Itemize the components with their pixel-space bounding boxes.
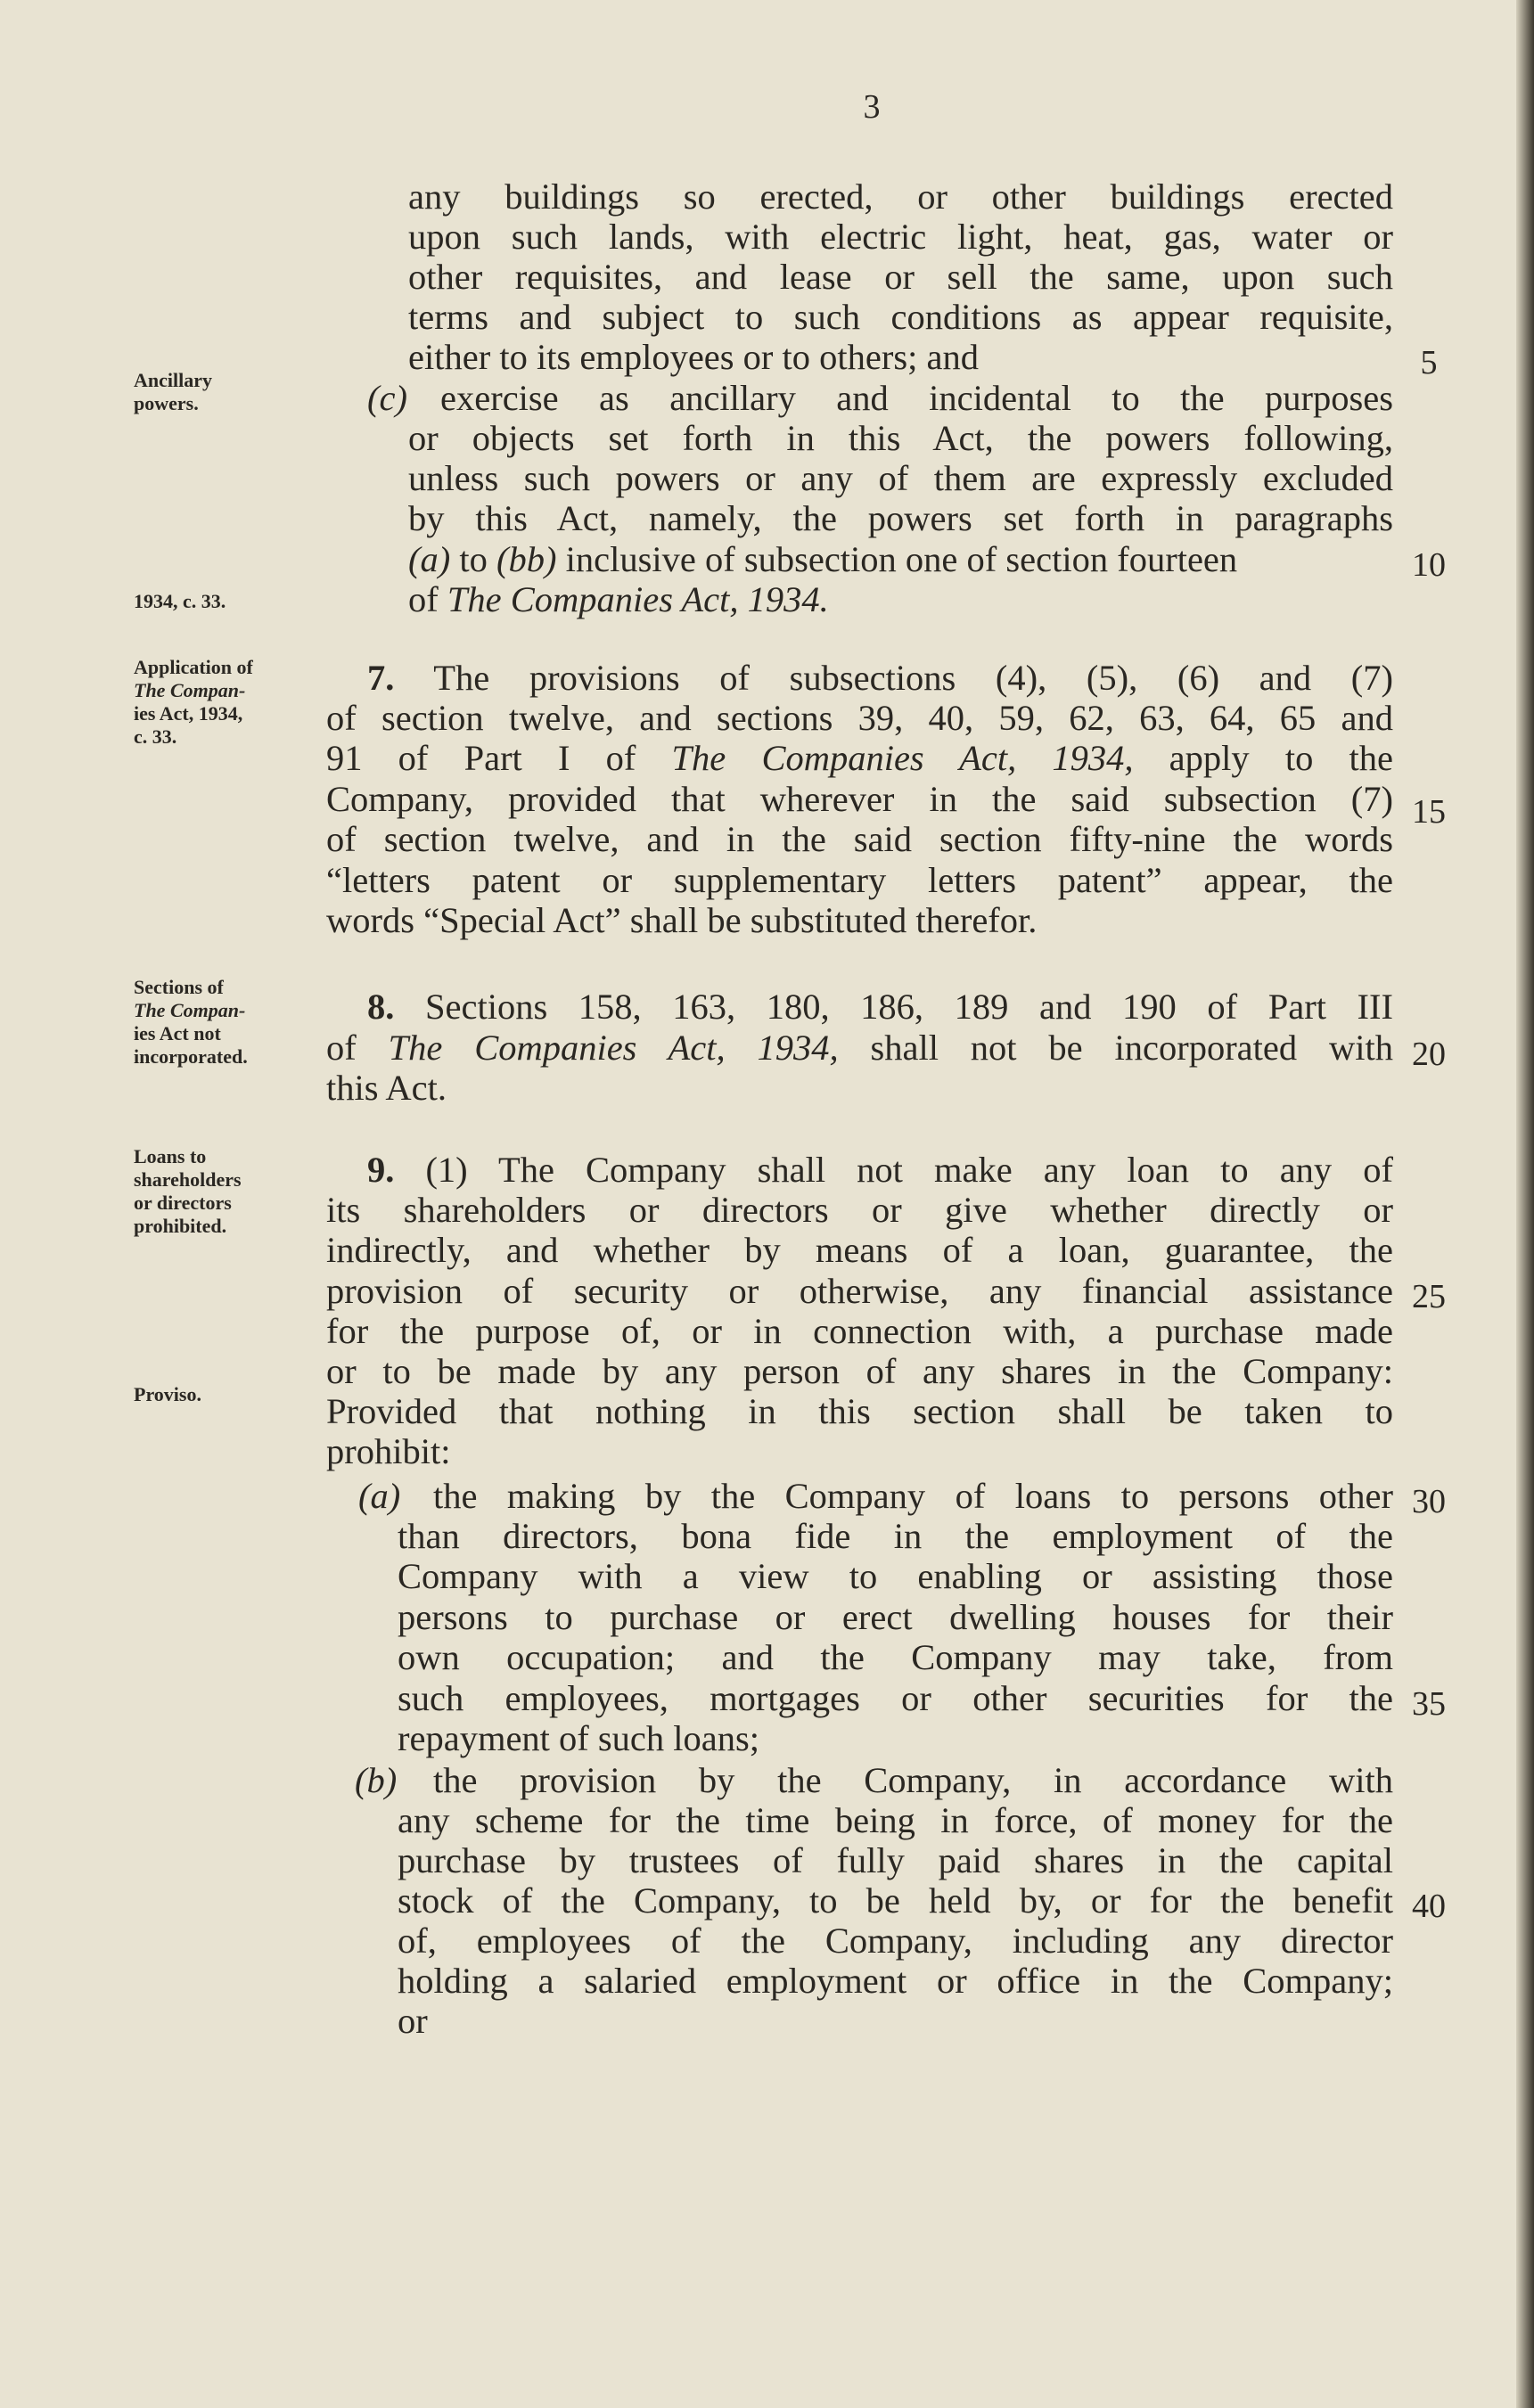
line-number: 40: [1412, 1888, 1446, 1925]
page-number: 3: [863, 88, 881, 126]
text-line: its shareholders or directors or give whether directly or: [326, 1190, 1393, 1230]
line-number: 30: [1412, 1483, 1446, 1520]
text-line: or to be made by any person of any shares in the Company:: [326, 1351, 1393, 1391]
margin-note-line: prohibited.: [134, 1215, 227, 1237]
margin-note-line: shareholders: [134, 1168, 242, 1191]
margin-note-sections-not-incorporated: [134, 976, 321, 1069]
margin-note-proviso: Proviso.: [134, 1383, 201, 1405]
text-line: repayment of such loans;: [398, 1718, 760, 1758]
text-line: Provided that nothing in this section shall be taken to: [326, 1391, 1393, 1431]
text-line: any buildings so erected, or other buildings erected: [408, 176, 1393, 217]
line-number: 35: [1412, 1685, 1446, 1723]
margin-note-line: The Compan-: [134, 999, 246, 1021]
text-line: provision of security or otherwise, any financial assistance: [326, 1271, 1393, 1311]
line-number: 25: [1412, 1278, 1446, 1315]
paragraph-label-b: (b): [355, 1760, 398, 1800]
text-line: such employees, mortgages or other securities for the: [398, 1678, 1393, 1718]
text-line: words “Special Act” shall be substituted therefor.: [326, 900, 1038, 940]
text-line: (a) to (bb) inclusive of subsection one of section fourteen: [408, 539, 1238, 579]
text-line: or objects set forth in this Act, the powers following,: [408, 418, 1393, 458]
margin-note-line: Loans to: [134, 1145, 207, 1167]
text-line: prohibit:: [326, 1431, 451, 1471]
section-7-first-line: 7. The provisions of subsections (4), (5), (6) and (7): [367, 658, 1393, 698]
margin-note-line: Ancillary: [134, 369, 212, 391]
text-line: upon such lands, with electric light, heat, gas, water or: [408, 217, 1393, 257]
text-line: stock of the Company, to be held by, or for the benefit: [398, 1880, 1393, 1921]
margin-note-line: ies Act, 1934,: [134, 702, 243, 725]
text-line: or: [398, 2001, 428, 2041]
text-line: Company with a view to enabling or assisting those: [398, 1556, 1393, 1596]
text-line: other requisites, and lease or sell the same, upon such: [408, 257, 1393, 297]
margin-note-line: The Compan-: [134, 679, 246, 701]
text-line: this Act.: [326, 1068, 447, 1108]
line-number: 5: [1420, 344, 1438, 381]
text-line: own occupation; and the Company may take, from: [398, 1637, 1393, 1677]
text-line: unless such powers or any of them are expressly excluded: [408, 458, 1393, 498]
margin-note-line: Sections of: [134, 976, 224, 998]
line-number: 10: [1412, 546, 1446, 584]
text-line: than directors, bona fide in the employment of the: [398, 1516, 1393, 1556]
margin-note-application: [134, 656, 321, 749]
margin-note-ancillary: [134, 369, 321, 415]
text-line: of section twelve, and in the said section fifty-nine the words: [326, 819, 1393, 859]
text-line: indirectly, and whether by means of a loan, guarantee, the: [326, 1230, 1393, 1270]
text-line: 91 of Part I of The Companies Act, 1934, apply to the: [326, 738, 1393, 778]
text-line: by this Act, namely, the powers set forth in paragraphs: [408, 498, 1393, 538]
text-line: either to its employees or to others; and: [408, 337, 979, 377]
text-line: holding a salaried employment or office in the Company;: [398, 1961, 1393, 2001]
section-8-first-line: 8. Sections 158, 163, 180, 186, 189 and 190 of Part III: [367, 987, 1393, 1027]
section-9-first-line: 9. (1) The Company shall not make any loan to any of: [367, 1150, 1393, 1190]
text-line: any scheme for the time being in force, of money for the: [398, 1800, 1393, 1840]
margin-note-line: powers.: [134, 392, 199, 414]
text-line: purchase by trustees of fully paid shares in the capital: [398, 1840, 1393, 1880]
text-line: of section twelve, and sections 39, 40, 59, 62, 63, 64, 65 and: [326, 698, 1393, 738]
text-line: terms and subject to such conditions as appear requisite,: [408, 297, 1393, 337]
text-line: Company, provided that wherever in the said subsection (7): [326, 779, 1393, 819]
margin-note-line: incorporated.: [134, 1045, 248, 1068]
text-line: the making by the Company of loans to persons other: [433, 1476, 1393, 1516]
margin-note-act-citation: 1934, c. 33.: [134, 590, 226, 612]
margin-note-line: c. 33.: [134, 725, 177, 748]
line-number: 20: [1412, 1036, 1446, 1073]
margin-note-line: or directors: [134, 1192, 232, 1214]
page-edge-shadow: [1516, 0, 1534, 2408]
text-line: exercise as ancillary and incidental to the purposes: [440, 378, 1393, 418]
line-number: 15: [1412, 793, 1446, 831]
text-line: “letters patent or supplementary letters patent” appear, the: [326, 860, 1393, 900]
text-line: for the purpose of, or in connection with, a purchase made: [326, 1311, 1393, 1351]
text-line: of The Companies Act, 1934.: [408, 579, 829, 619]
paragraph-label-a: (a): [358, 1476, 401, 1516]
text-line: of, employees of the Company, including any director: [398, 1921, 1393, 1961]
text-line: of The Companies Act, 1934, shall not be incorporated with: [326, 1028, 1393, 1068]
text-line: the provision by the Company, in accordance with: [433, 1760, 1393, 1800]
text-line: persons to purchase or erect dwelling houses for their: [398, 1597, 1393, 1637]
margin-note-loans-prohibited: [134, 1145, 321, 1238]
margin-note-line: ies Act not: [134, 1022, 221, 1044]
margin-note-line: Application of: [134, 656, 253, 678]
paragraph-label-c: (c): [367, 378, 407, 418]
